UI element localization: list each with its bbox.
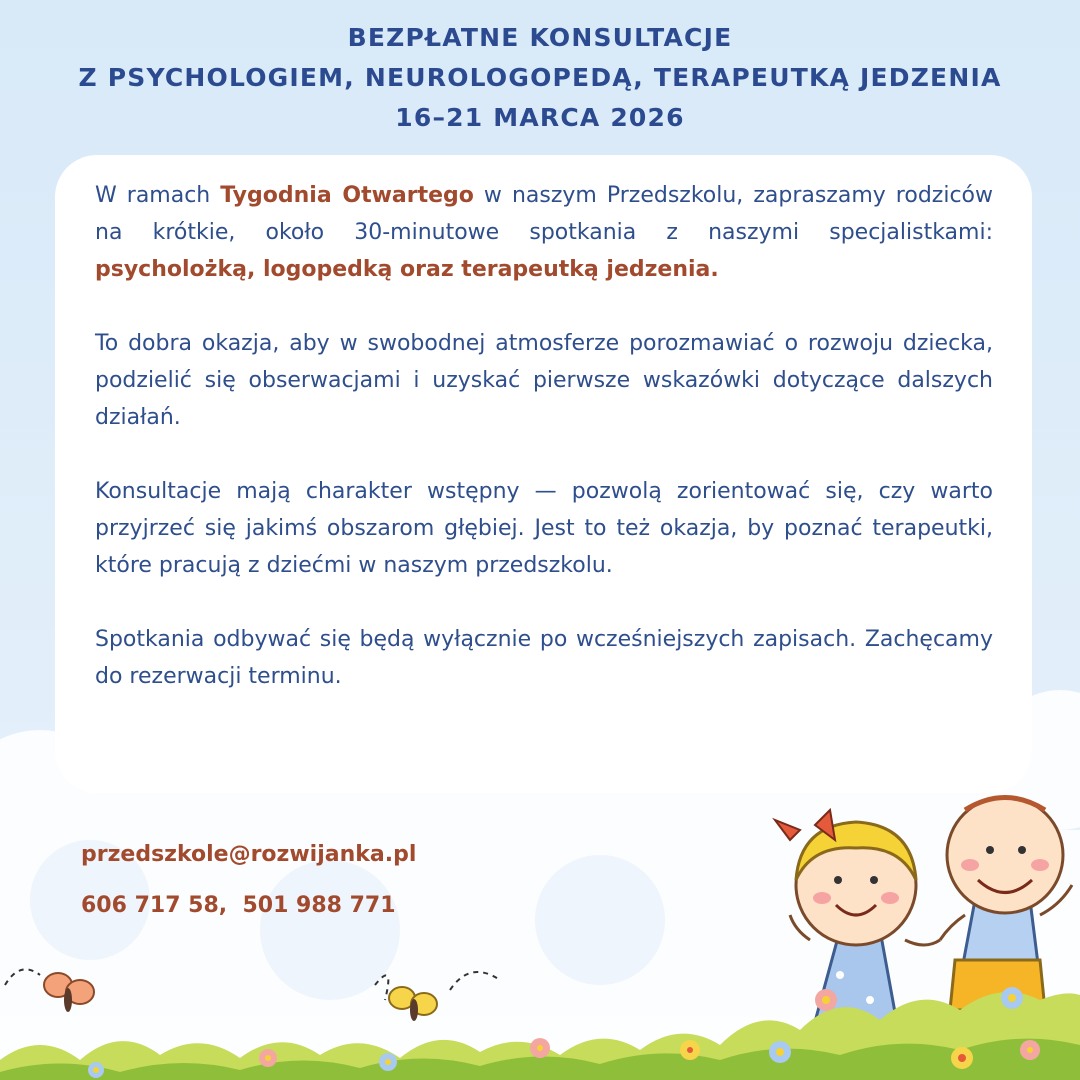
- p1-mid: w naszym Przedszkolu, zapraszamy rodziców na krótkie, około 30-minutowe spotkania z naszymi specjalistkami:: [95, 183, 994, 245]
- paragraph-3: Konsultacje mają charakter wstępny — pozwolą zorientować się, czy warto przyjrzeć się jakimś obszarom głębiej. Jest to też okazja, by poznać terapeutki, które pracują z dziećmi w naszym przedszkolu.: [95, 479, 993, 578]
- info-card: [55, 155, 1032, 793]
- open-week-highlight: Tygodnia Otwartego: [220, 183, 474, 208]
- paragraph-1: [95, 177, 993, 288]
- title-line-1: BEZPŁATNE KONSULTACJE: [347, 23, 733, 52]
- paragraph-4: Spotkania odbywać się będą wyłącznie po wcześniejszych zapisach. Zachęcamy do rezerwacji terminu.: [95, 627, 993, 689]
- specialists-highlight: psycholożką, logopedką oraz terapeutką jedzenia.: [95, 257, 719, 282]
- contact-phones[interactable]: [81, 893, 396, 918]
- page-title: [0, 18, 1080, 138]
- title-line-2: Z PSYCHOLOGIEM, NEUROLOGOPEDĄ, TERAPEUTKĄ JEDZENIA: [78, 63, 1002, 92]
- title-line-3: 16–21 MARCA 2026: [395, 103, 685, 132]
- p1-intro: W ramach: [95, 183, 221, 208]
- card-body: [95, 177, 993, 732]
- contact-email[interactable]: przedszkole@rozwijanka.pl: [81, 842, 417, 867]
- phone-numbers[interactable]: 606 717 58, 501 988 771: [81, 893, 396, 918]
- paragraph-2: To dobra okazja, aby w swobodnej atmosferze porozmawiać o rozwoju dziecka, podzielić się obserwacjami i uzyskać pierwsze wskazówki dotyczące dalszych działań.: [95, 331, 993, 430]
